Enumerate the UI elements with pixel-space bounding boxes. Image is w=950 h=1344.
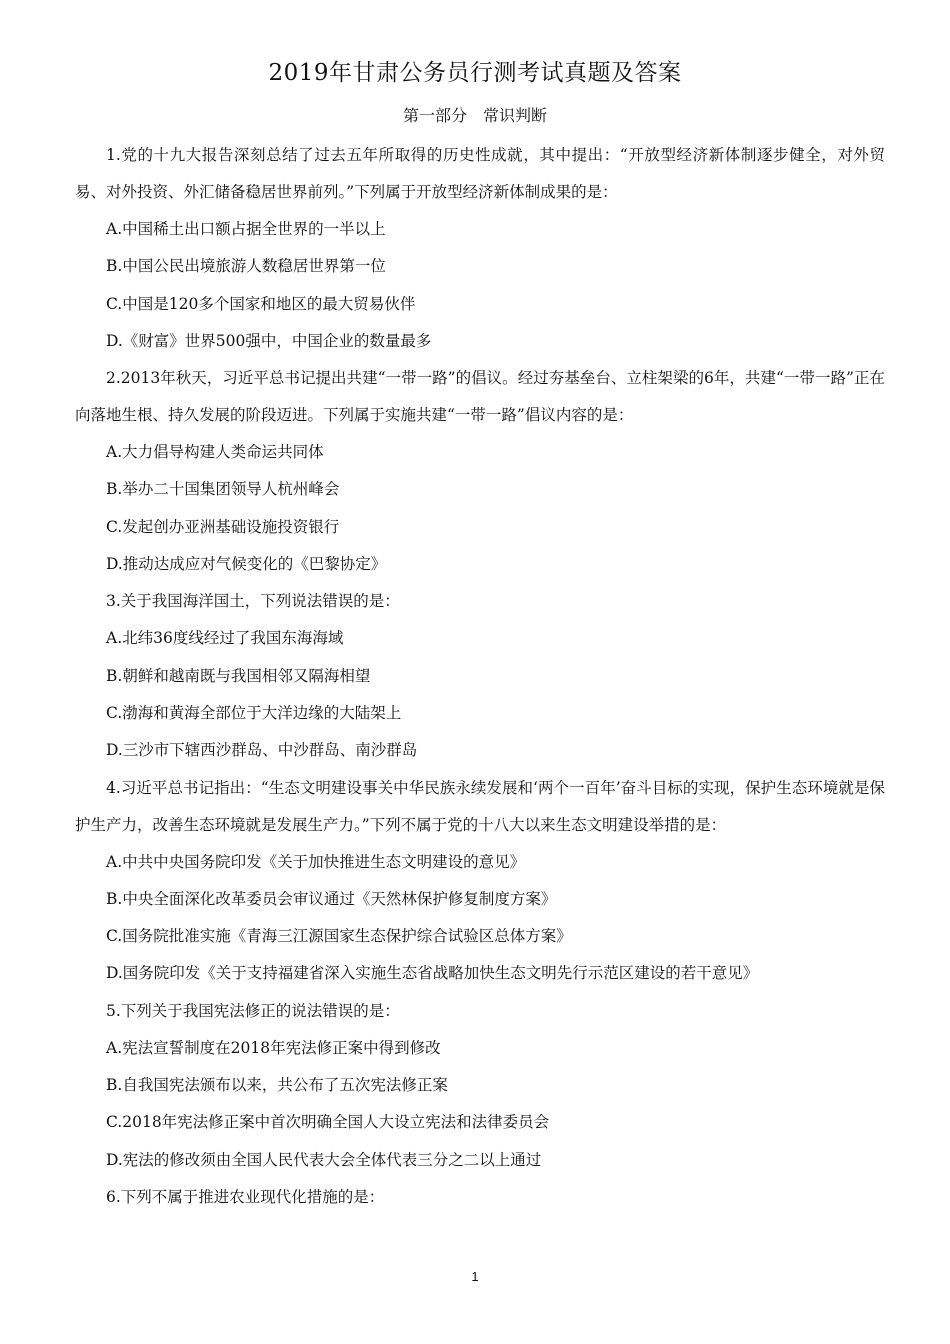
question-option: A.中国稀土出口额占据全世界的一半以上 [106,220,386,238]
question-option: B.举办二十国集团领导人杭州峰会 [106,480,340,499]
page-number: 1 [471,1269,479,1284]
question-stem: 5.下列关于我国宪法修正的说法错误的是： [106,1001,400,1020]
question-option: B.中国公民出境旅游人数稳居世界第一位 [106,257,386,276]
question-option: A.中共中央国务院印发《关于加快推进生态文明建设的意见》 [106,852,526,871]
question-option: B.自我国宪法颁布以来，共公布了五次宪法修正案 [106,1076,448,1095]
question-option: A.大力倡导构建人类命运共同体 [106,443,324,462]
question-option: C.渤海和黄海全部位于大洋边缘的大陆架上 [106,703,402,722]
question-stem: 4.习近平总书记指出：“生态文明建设事关中华民族永续发展和‘两个一百年’奋斗目标的实现，保护生态环境就是保护生产力，改善生态环境就是发展生产力。”下列不属于党的十八大以来生态文明建设举措的是： [75,778,885,834]
question-option: C.中国是120多个国家和地区的最大贸易伙伴 [106,294,416,313]
question-option: D.宪法的修改须由全国人民代表大会全体代表三分之二以上通过 [106,1150,542,1169]
question-list [75,137,885,1216]
question-option: C.2018年宪法修正案中首次明确全国人大设立宪法和法律委员会 [106,1113,550,1132]
question-option: A.北纬36度线经过了我国东海海域 [106,629,344,648]
question-stem: 3.关于我国海洋国土，下列说法错误的是： [106,592,400,611]
question-option: B.中央全面深化改革委员会审议通过《天然林保护修复制度方案》 [106,889,557,908]
question-stem: 1.党的十九大报告深刻总结了过去五年所取得的历史性成就，其中提出：“开放型经济新体制逐步健全，对外贸易、对外投资、外汇储备稳居世界前列。”下列属于开放型经济新体制成果的是： [75,146,885,201]
question-option: D.国务院印发《关于支持福建省深入实施生态省战略加快生态文明先行示范区建设的若干意见》 [106,964,759,983]
section-heading: 第一部分 常识判断 [402,106,547,125]
question-option: C.发起创办亚洲基础设施投资银行 [106,517,340,536]
question-option: D.三沙市下辖西沙群岛、中沙群岛、南沙群岛 [106,741,418,760]
question-option: D.《财富》世界500强中，中国企业的数量最多 [106,331,432,350]
question-option: C.国务院批准实施《青海三江源国家生态保护综合试验区总体方案》 [106,927,572,946]
question-option: B.朝鲜和越南既与我国相邻又隔海相望 [106,666,371,685]
question-option: D.推动达成应对气候变化的《巴黎协定》 [106,555,387,574]
document-title: 2019年甘肃公务员行测考试真题及答案 [268,60,682,86]
question-stem: 6.下列不属于推进农业现代化措施的是： [106,1187,385,1206]
question-option: A.宪法宣誓制度在2018年宪法修正案中得到修改 [106,1038,441,1057]
question-stem: 2.2013年秋天，习近平总书记提出共建“一带一路”的倡议。经过夯基垒台、立柱架梁的6年，共建“一带一路”正在向落地生根、持久发展的阶段迈进。下列属于实施共建“一带一路”倡议内容的是： [75,369,885,425]
